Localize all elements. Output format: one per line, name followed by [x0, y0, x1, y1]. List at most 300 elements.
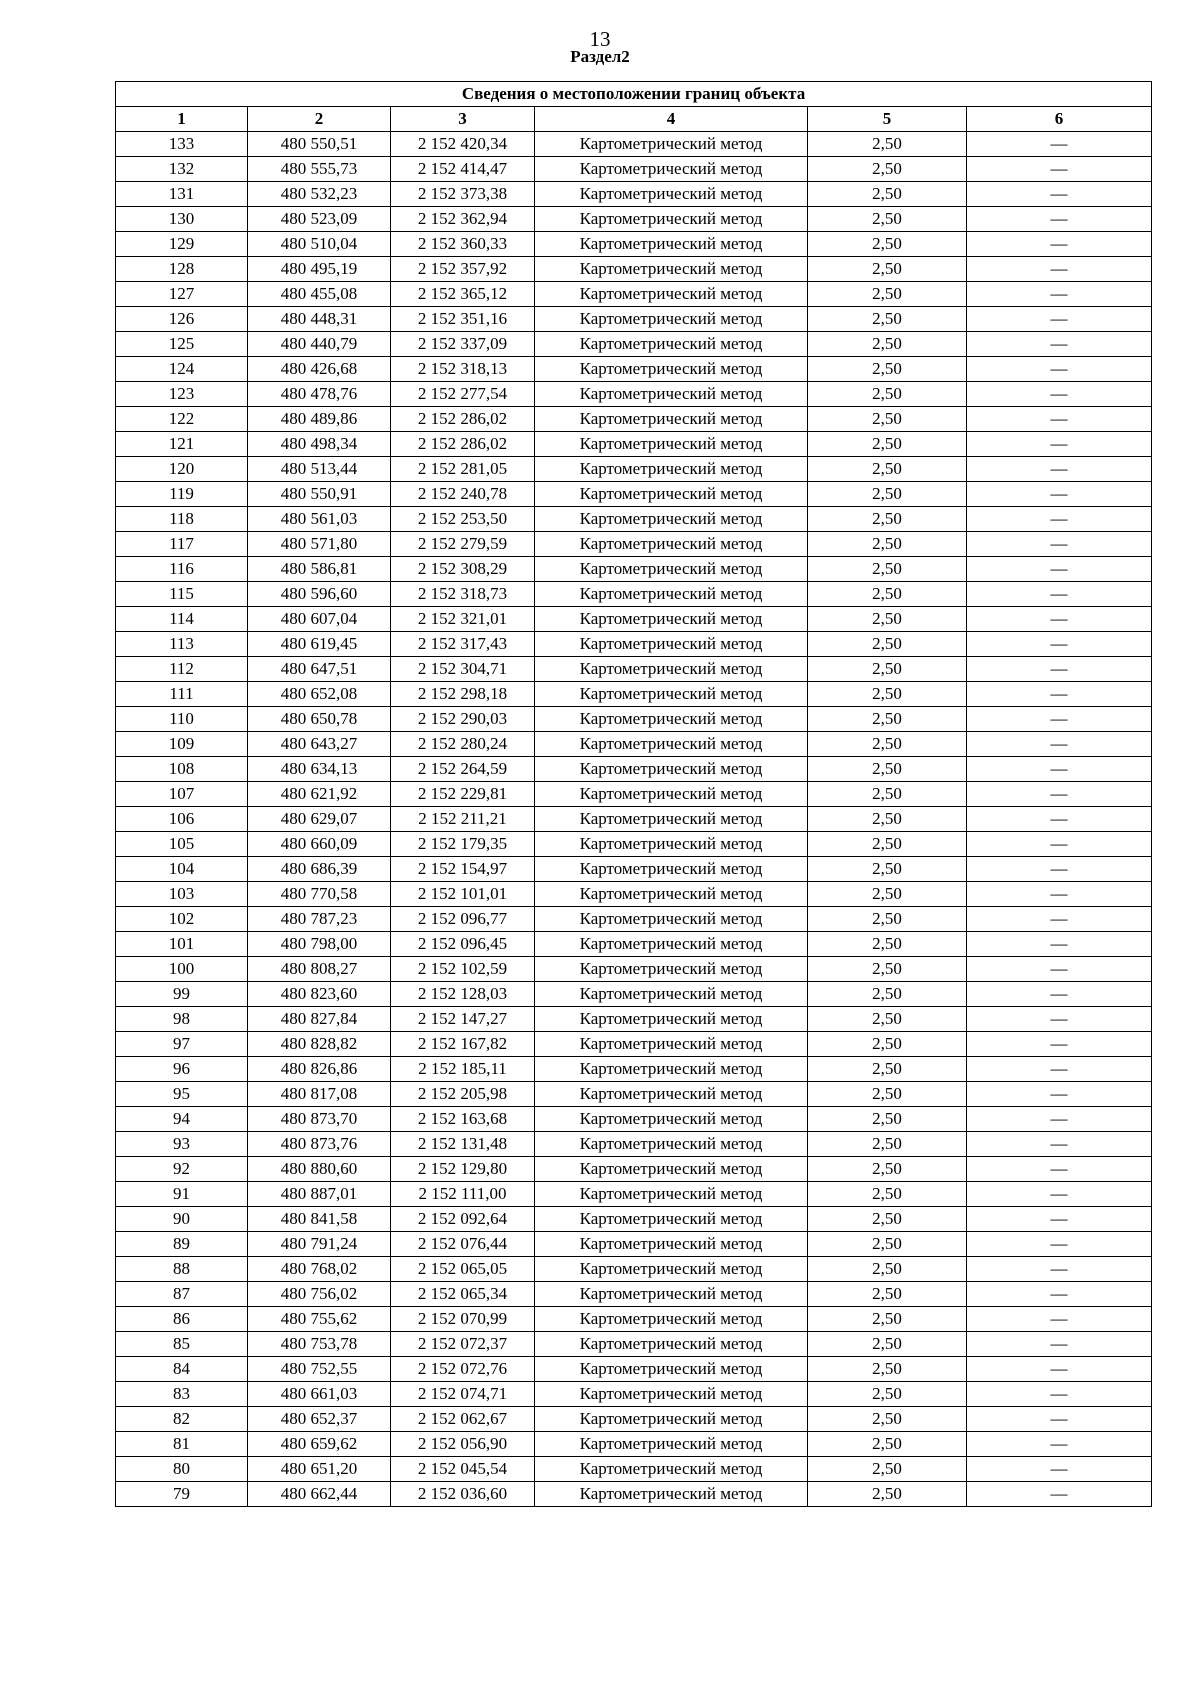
table-row [116, 232, 1152, 257]
description-cell: — [967, 732, 1152, 757]
y-coordinate-cell: 2 152 096,45 [391, 932, 535, 957]
accuracy-cell: 2,50 [808, 307, 967, 332]
table-row [116, 732, 1152, 757]
accuracy-cell: 2,50 [808, 1082, 967, 1107]
method-cell: Картометрический метод [535, 1357, 808, 1382]
table-row [116, 282, 1152, 307]
description-cell: — [967, 582, 1152, 607]
accuracy-cell: 2,50 [808, 907, 967, 932]
x-coordinate-cell: 480 827,84 [248, 1007, 391, 1032]
y-coordinate-cell: 2 152 045,54 [391, 1457, 535, 1482]
method-cell: Картометрический метод [535, 507, 808, 532]
point-number-cell: 81 [116, 1432, 248, 1457]
section-title: Раздел2 [570, 47, 630, 66]
description-cell: — [967, 157, 1152, 182]
method-cell: Картометрический метод [535, 657, 808, 682]
point-number-cell: 106 [116, 807, 248, 832]
x-coordinate-cell: 480 596,60 [248, 582, 391, 607]
point-number-cell: 116 [116, 557, 248, 582]
y-coordinate-cell: 2 152 076,44 [391, 1232, 535, 1257]
point-number-cell: 107 [116, 782, 248, 807]
table-caption-row [116, 82, 1152, 107]
method-cell: Картометрический метод [535, 1232, 808, 1257]
column-header: 6 [967, 107, 1152, 132]
method-cell: Картометрический метод [535, 832, 808, 857]
y-coordinate-cell: 2 152 102,59 [391, 957, 535, 982]
table-row [116, 357, 1152, 382]
accuracy-cell: 2,50 [808, 657, 967, 682]
description-cell: — [967, 907, 1152, 932]
point-number-cell: 132 [116, 157, 248, 182]
description-cell: — [967, 932, 1152, 957]
point-number-cell: 110 [116, 707, 248, 732]
table-row [116, 757, 1152, 782]
y-coordinate-cell: 2 152 281,05 [391, 457, 535, 482]
x-coordinate-cell: 480 770,58 [248, 882, 391, 907]
table-row [116, 432, 1152, 457]
point-number-cell: 129 [116, 232, 248, 257]
method-cell: Картометрический метод [535, 1132, 808, 1157]
x-coordinate-cell: 480 555,73 [248, 157, 391, 182]
point-number-cell: 111 [116, 682, 248, 707]
x-coordinate-cell: 480 808,27 [248, 957, 391, 982]
column-header: 2 [248, 107, 391, 132]
boundary-coordinates-table [115, 81, 1152, 1507]
x-coordinate-cell: 480 755,62 [248, 1307, 391, 1332]
x-coordinate-cell: 480 426,68 [248, 357, 391, 382]
accuracy-cell: 2,50 [808, 1482, 967, 1507]
accuracy-cell: 2,50 [808, 982, 967, 1007]
method-cell: Картометрический метод [535, 1432, 808, 1457]
table-row [116, 1007, 1152, 1032]
point-number-cell: 83 [116, 1382, 248, 1407]
y-coordinate-cell: 2 152 070,99 [391, 1307, 535, 1332]
description-cell: — [967, 432, 1152, 457]
point-number-cell: 94 [116, 1107, 248, 1132]
x-coordinate-cell: 480 768,02 [248, 1257, 391, 1282]
table-row [116, 932, 1152, 957]
accuracy-cell: 2,50 [808, 607, 967, 632]
method-cell: Картометрический метод [535, 1107, 808, 1132]
x-coordinate-cell: 480 619,45 [248, 632, 391, 657]
description-cell: — [967, 607, 1152, 632]
x-coordinate-cell: 480 513,44 [248, 457, 391, 482]
page-number: 13 [589, 27, 611, 51]
y-coordinate-cell: 2 152 229,81 [391, 782, 535, 807]
point-number-cell: 121 [116, 432, 248, 457]
description-cell: — [967, 532, 1152, 557]
method-cell: Картометрический метод [535, 1457, 808, 1482]
method-cell: Картометрический метод [535, 682, 808, 707]
accuracy-cell: 2,50 [808, 332, 967, 357]
point-number-cell: 104 [116, 857, 248, 882]
accuracy-cell: 2,50 [808, 1357, 967, 1382]
table-row [116, 657, 1152, 682]
method-cell: Картометрический метод [535, 1082, 808, 1107]
method-cell: Картометрический метод [535, 1257, 808, 1282]
point-number-cell: 127 [116, 282, 248, 307]
x-coordinate-cell: 480 873,76 [248, 1132, 391, 1157]
table-row [116, 1132, 1152, 1157]
y-coordinate-cell: 2 152 074,71 [391, 1382, 535, 1407]
y-coordinate-cell: 2 152 240,78 [391, 482, 535, 507]
method-cell: Картометрический метод [535, 457, 808, 482]
point-number-cell: 123 [116, 382, 248, 407]
y-coordinate-cell: 2 152 036,60 [391, 1482, 535, 1507]
description-cell: — [967, 257, 1152, 282]
y-coordinate-cell: 2 152 304,71 [391, 657, 535, 682]
method-cell: Картометрический метод [535, 182, 808, 207]
point-number-cell: 117 [116, 532, 248, 557]
method-cell: Картометрический метод [535, 1307, 808, 1332]
table-row [116, 1457, 1152, 1482]
accuracy-cell: 2,50 [808, 1007, 967, 1032]
column-header: 3 [391, 107, 535, 132]
point-number-cell: 124 [116, 357, 248, 382]
y-coordinate-cell: 2 152 360,33 [391, 232, 535, 257]
description-cell: — [967, 1207, 1152, 1232]
x-coordinate-cell: 480 753,78 [248, 1332, 391, 1357]
y-coordinate-cell: 2 152 111,00 [391, 1182, 535, 1207]
table-row [116, 682, 1152, 707]
table-row [116, 157, 1152, 182]
x-coordinate-cell: 480 887,01 [248, 1182, 391, 1207]
x-coordinate-cell: 480 647,51 [248, 657, 391, 682]
method-cell: Картометрический метод [535, 1032, 808, 1057]
table-row [116, 1332, 1152, 1357]
table-row [116, 982, 1152, 1007]
x-coordinate-cell: 480 523,09 [248, 207, 391, 232]
y-coordinate-cell: 2 152 163,68 [391, 1107, 535, 1132]
x-coordinate-cell: 480 561,03 [248, 507, 391, 532]
description-cell: — [967, 1432, 1152, 1457]
method-cell: Картометрический метод [535, 807, 808, 832]
description-cell: — [967, 1107, 1152, 1132]
x-coordinate-cell: 480 791,24 [248, 1232, 391, 1257]
accuracy-cell: 2,50 [808, 1182, 967, 1207]
method-cell: Картометрический метод [535, 532, 808, 557]
table-caption: Сведения о местоположении границ объекта [116, 82, 1152, 107]
method-cell: Картометрический метод [535, 332, 808, 357]
description-cell: — [967, 657, 1152, 682]
table-row [116, 407, 1152, 432]
method-cell: Картометрический метод [535, 557, 808, 582]
description-cell: — [967, 1082, 1152, 1107]
method-cell: Картометрический метод [535, 1182, 808, 1207]
x-coordinate-cell: 480 880,60 [248, 1157, 391, 1182]
accuracy-cell: 2,50 [808, 632, 967, 657]
x-coordinate-cell: 480 841,58 [248, 1207, 391, 1232]
point-number-cell: 118 [116, 507, 248, 532]
description-cell: — [967, 882, 1152, 907]
accuracy-cell: 2,50 [808, 1107, 967, 1132]
accuracy-cell: 2,50 [808, 407, 967, 432]
x-coordinate-cell: 480 634,13 [248, 757, 391, 782]
x-coordinate-cell: 480 489,86 [248, 407, 391, 432]
y-coordinate-cell: 2 152 062,67 [391, 1407, 535, 1432]
y-coordinate-cell: 2 152 362,94 [391, 207, 535, 232]
table-row [116, 1182, 1152, 1207]
y-coordinate-cell: 2 152 373,38 [391, 182, 535, 207]
table-row [116, 1057, 1152, 1082]
table-row [116, 882, 1152, 907]
description-cell: — [967, 382, 1152, 407]
accuracy-cell: 2,50 [808, 707, 967, 732]
y-coordinate-cell: 2 152 357,92 [391, 257, 535, 282]
description-cell: — [967, 357, 1152, 382]
y-coordinate-cell: 2 152 321,01 [391, 607, 535, 632]
description-cell: — [967, 1182, 1152, 1207]
accuracy-cell: 2,50 [808, 207, 967, 232]
method-cell: Картометрический метод [535, 132, 808, 157]
x-coordinate-cell: 480 826,86 [248, 1057, 391, 1082]
accuracy-cell: 2,50 [808, 882, 967, 907]
table-row [116, 1382, 1152, 1407]
x-coordinate-cell: 480 440,79 [248, 332, 391, 357]
description-cell: — [967, 632, 1152, 657]
accuracy-cell: 2,50 [808, 257, 967, 282]
accuracy-cell: 2,50 [808, 1332, 967, 1357]
point-number-cell: 120 [116, 457, 248, 482]
y-coordinate-cell: 2 152 128,03 [391, 982, 535, 1007]
description-cell: — [967, 232, 1152, 257]
accuracy-cell: 2,50 [808, 532, 967, 557]
x-coordinate-cell: 480 586,81 [248, 557, 391, 582]
y-coordinate-cell: 2 152 211,21 [391, 807, 535, 832]
column-header: 4 [535, 107, 808, 132]
x-coordinate-cell: 480 629,07 [248, 807, 391, 832]
point-number-cell: 99 [116, 982, 248, 1007]
description-cell: — [967, 1132, 1152, 1157]
point-number-cell: 87 [116, 1282, 248, 1307]
description-cell: — [967, 832, 1152, 857]
accuracy-cell: 2,50 [808, 757, 967, 782]
point-number-cell: 112 [116, 657, 248, 682]
point-number-cell: 80 [116, 1457, 248, 1482]
accuracy-cell: 2,50 [808, 1057, 967, 1082]
description-cell: — [967, 1357, 1152, 1382]
method-cell: Картометрический метод [535, 232, 808, 257]
description-cell: — [967, 1332, 1152, 1357]
x-coordinate-cell: 480 659,62 [248, 1432, 391, 1457]
method-cell: Картометрический метод [535, 1157, 808, 1182]
x-coordinate-cell: 480 571,80 [248, 532, 391, 557]
description-cell: — [967, 782, 1152, 807]
method-cell: Картометрический метод [535, 382, 808, 407]
method-cell: Картометрический метод [535, 607, 808, 632]
method-cell: Картометрический метод [535, 632, 808, 657]
table-row [116, 907, 1152, 932]
table-body [116, 132, 1152, 1507]
method-cell: Картометрический метод [535, 157, 808, 182]
description-cell: — [967, 1257, 1152, 1282]
table-row [116, 507, 1152, 532]
point-number-cell: 97 [116, 1032, 248, 1057]
accuracy-cell: 2,50 [808, 1282, 967, 1307]
table-row [116, 1357, 1152, 1382]
method-cell: Картометрический метод [535, 907, 808, 932]
point-number-cell: 119 [116, 482, 248, 507]
accuracy-cell: 2,50 [808, 1132, 967, 1157]
method-cell: Картометрический метод [535, 932, 808, 957]
point-number-cell: 92 [116, 1157, 248, 1182]
description-cell: — [967, 457, 1152, 482]
accuracy-cell: 2,50 [808, 132, 967, 157]
y-coordinate-cell: 2 152 286,02 [391, 407, 535, 432]
table-row [116, 1207, 1152, 1232]
method-cell: Картометрический метод [535, 1332, 808, 1357]
x-coordinate-cell: 480 550,91 [248, 482, 391, 507]
accuracy-cell: 2,50 [808, 857, 967, 882]
point-number-cell: 114 [116, 607, 248, 632]
table-row [116, 1107, 1152, 1132]
x-coordinate-cell: 480 661,03 [248, 1382, 391, 1407]
description-cell: — [967, 1482, 1152, 1507]
accuracy-cell: 2,50 [808, 182, 967, 207]
table-row [116, 307, 1152, 332]
point-number-cell: 90 [116, 1207, 248, 1232]
method-cell: Картометрический метод [535, 707, 808, 732]
description-cell: — [967, 407, 1152, 432]
description-cell: — [967, 1282, 1152, 1307]
method-cell: Картометрический метод [535, 482, 808, 507]
method-cell: Картометрический метод [535, 432, 808, 457]
accuracy-cell: 2,50 [808, 732, 967, 757]
point-number-cell: 103 [116, 882, 248, 907]
x-coordinate-cell: 480 550,51 [248, 132, 391, 157]
y-coordinate-cell: 2 152 096,77 [391, 907, 535, 932]
point-number-cell: 130 [116, 207, 248, 232]
y-coordinate-cell: 2 152 147,27 [391, 1007, 535, 1032]
point-number-cell: 82 [116, 1407, 248, 1432]
y-coordinate-cell: 2 152 131,48 [391, 1132, 535, 1157]
point-number-cell: 86 [116, 1307, 248, 1332]
table-row [116, 182, 1152, 207]
table-row [116, 382, 1152, 407]
table-row [116, 1432, 1152, 1457]
table-row [116, 1307, 1152, 1332]
accuracy-cell: 2,50 [808, 1457, 967, 1482]
table-row [116, 457, 1152, 482]
column-number-row [116, 107, 1152, 132]
description-cell: — [967, 1407, 1152, 1432]
description-cell: — [967, 1032, 1152, 1057]
x-coordinate-cell: 480 621,92 [248, 782, 391, 807]
y-coordinate-cell: 2 152 318,13 [391, 357, 535, 382]
accuracy-cell: 2,50 [808, 1232, 967, 1257]
method-cell: Картометрический метод [535, 1207, 808, 1232]
y-coordinate-cell: 2 152 318,73 [391, 582, 535, 607]
y-coordinate-cell: 2 152 277,54 [391, 382, 535, 407]
y-coordinate-cell: 2 152 072,37 [391, 1332, 535, 1357]
point-number-cell: 105 [116, 832, 248, 857]
point-number-cell: 79 [116, 1482, 248, 1507]
table-row [116, 557, 1152, 582]
y-coordinate-cell: 2 152 167,82 [391, 1032, 535, 1057]
description-cell: — [967, 182, 1152, 207]
table-row [116, 1032, 1152, 1057]
x-coordinate-cell: 480 532,23 [248, 182, 391, 207]
description-cell: — [967, 1307, 1152, 1332]
method-cell: Картометрический метод [535, 1407, 808, 1432]
y-coordinate-cell: 2 152 154,97 [391, 857, 535, 882]
point-number-cell: 108 [116, 757, 248, 782]
point-number-cell: 101 [116, 932, 248, 957]
accuracy-cell: 2,50 [808, 507, 967, 532]
x-coordinate-cell: 480 510,04 [248, 232, 391, 257]
y-coordinate-cell: 2 152 056,90 [391, 1432, 535, 1457]
accuracy-cell: 2,50 [808, 482, 967, 507]
point-number-cell: 115 [116, 582, 248, 607]
x-coordinate-cell: 480 817,08 [248, 1082, 391, 1107]
y-coordinate-cell: 2 152 279,59 [391, 532, 535, 557]
method-cell: Картометрический метод [535, 207, 808, 232]
x-coordinate-cell: 480 798,00 [248, 932, 391, 957]
point-number-cell: 131 [116, 182, 248, 207]
point-number-cell: 88 [116, 1257, 248, 1282]
table-row [116, 482, 1152, 507]
table-row [116, 1082, 1152, 1107]
table-row [116, 532, 1152, 557]
x-coordinate-cell: 480 752,55 [248, 1357, 391, 1382]
method-cell: Картометрический метод [535, 357, 808, 382]
method-cell: Картометрический метод [535, 882, 808, 907]
table-row [116, 1482, 1152, 1507]
point-number-cell: 128 [116, 257, 248, 282]
table-row [116, 857, 1152, 882]
table-row [116, 1257, 1152, 1282]
accuracy-cell: 2,50 [808, 282, 967, 307]
method-cell: Картометрический метод [535, 307, 808, 332]
y-coordinate-cell: 2 152 280,24 [391, 732, 535, 757]
y-coordinate-cell: 2 152 205,98 [391, 1082, 535, 1107]
method-cell: Картометрический метод [535, 407, 808, 432]
point-number-cell: 96 [116, 1057, 248, 1082]
method-cell: Картометрический метод [535, 257, 808, 282]
x-coordinate-cell: 480 652,37 [248, 1407, 391, 1432]
accuracy-cell: 2,50 [808, 782, 967, 807]
description-cell: — [967, 132, 1152, 157]
x-coordinate-cell: 480 650,78 [248, 707, 391, 732]
method-cell: Картометрический метод [535, 282, 808, 307]
description-cell: — [967, 1057, 1152, 1082]
accuracy-cell: 2,50 [808, 557, 967, 582]
point-number-cell: 89 [116, 1232, 248, 1257]
y-coordinate-cell: 2 152 185,11 [391, 1057, 535, 1082]
method-cell: Картометрический метод [535, 1057, 808, 1082]
description-cell: — [967, 982, 1152, 1007]
point-number-cell: 85 [116, 1332, 248, 1357]
y-coordinate-cell: 2 152 308,29 [391, 557, 535, 582]
point-number-cell: 100 [116, 957, 248, 982]
y-coordinate-cell: 2 152 298,18 [391, 682, 535, 707]
point-number-cell: 122 [116, 407, 248, 432]
table-row [116, 257, 1152, 282]
y-coordinate-cell: 2 152 414,47 [391, 157, 535, 182]
accuracy-cell: 2,50 [808, 357, 967, 382]
y-coordinate-cell: 2 152 065,05 [391, 1257, 535, 1282]
point-number-cell: 98 [116, 1007, 248, 1032]
accuracy-cell: 2,50 [808, 807, 967, 832]
description-cell: — [967, 332, 1152, 357]
accuracy-cell: 2,50 [808, 1157, 967, 1182]
method-cell: Картометрический метод [535, 957, 808, 982]
method-cell: Картометрический метод [535, 732, 808, 757]
column-header: 1 [116, 107, 248, 132]
x-coordinate-cell: 480 756,02 [248, 1282, 391, 1307]
x-coordinate-cell: 480 498,34 [248, 432, 391, 457]
x-coordinate-cell: 480 495,19 [248, 257, 391, 282]
